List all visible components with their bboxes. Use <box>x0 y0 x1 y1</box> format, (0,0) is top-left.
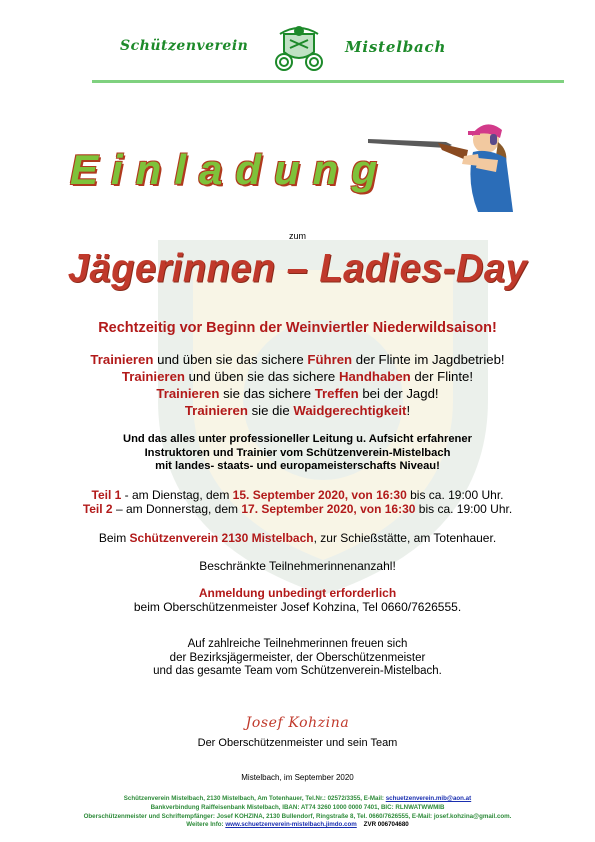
header-club-name-left: Schützenverein <box>120 38 249 54</box>
club-crest-icon <box>270 20 328 78</box>
training-highlight: Handhaben <box>338 369 411 384</box>
header-club-name-right: Mistelbach <box>345 38 447 56</box>
schedule-date: 17. September 2020, von 16:30 <box>241 501 416 516</box>
training-text: und üben sie das sichere <box>184 369 339 384</box>
professional-line: mit landes- staats- und europameisterschafts Niveau! <box>155 460 440 472</box>
footer <box>0 795 595 830</box>
schedule-text: - am Dienstag, dem <box>121 488 233 502</box>
location-line <box>0 531 595 545</box>
location-text: Beim <box>98 531 130 545</box>
schedule-part-2 <box>0 503 595 517</box>
location-name: Schützenverein 2130 Mistelbach <box>129 531 314 545</box>
closing-line: und das gesamte Team vom Schützenverein-Mistelbach. <box>153 665 442 677</box>
subtitle: Rechtzeitig vor Beginn der Weinviertler Niederwildsaison! <box>98 320 497 336</box>
footer-line-1 <box>0 795 595 804</box>
footer-line-4 <box>0 821 595 830</box>
training-text: der Flinte! <box>410 369 474 384</box>
training-highlight: Führen <box>307 352 353 367</box>
training-text: der Flinte im Jagdbetrieb! <box>352 352 505 367</box>
limited-notice: Beschränkte Teilnehmerinnenanzahl! <box>199 559 396 573</box>
training-keyword: Trainieren <box>121 369 185 384</box>
location-text: , zur Schießstätte, am Totenhauer. <box>313 531 497 545</box>
training-line <box>0 402 595 419</box>
footer-text: Weitere Info: <box>186 821 226 829</box>
invitation-title: Einladung <box>70 146 390 193</box>
professional-block <box>0 433 595 474</box>
shooter-illustration-icon <box>368 112 528 222</box>
schedule-part-1 <box>0 489 595 503</box>
training-keyword: Trainieren <box>184 403 248 418</box>
footer-email-link[interactable]: schuetzenverein.mib@aon.at <box>385 795 472 802</box>
training-text: ! <box>406 403 411 418</box>
schedule-date: 15. September 2020, von 16:30 <box>232 488 407 502</box>
training-text: und üben sie das sichere <box>153 352 308 367</box>
footer-website-link[interactable]: www.schuetzenverein-mistelbach.jimdo.com <box>225 821 357 829</box>
training-line <box>0 351 595 368</box>
registration-head: Anmeldung unbedingt erforderlich <box>198 586 397 600</box>
zum-label: zum <box>288 231 306 241</box>
professional-line: Instruktoren und Trainier vom Schützenverein-Mistelbach <box>144 446 451 459</box>
footer-line-3: Oberschützenmeister und Schriftempfänger: Josef KOHZINA, 2130 Bullendorf, Ringstraße 8, Tel. 0660/7626555, E-Mail: josef.kohzina@gmail.com. <box>83 812 512 820</box>
schedule-label: Teil 2 <box>82 501 113 516</box>
training-text: sie das sichere <box>219 386 315 401</box>
schedule-block <box>0 489 595 517</box>
training-highlight: Treffen <box>314 386 359 401</box>
footer-line-2: Bankverbindung Raiffeisenbank Mistelbach, IBAN: AT74 3260 1000 0000 7401, BIC: RLNWATWWMIB <box>150 803 445 811</box>
registration-block <box>0 586 595 614</box>
training-keyword: Trainieren <box>90 352 154 367</box>
signature-subtitle: Der Oberschützenmeister und sein Team <box>197 737 398 749</box>
schedule-label: Teil 1 <box>91 488 122 502</box>
footer-zvr: ZVR 006704680 <box>363 821 409 829</box>
training-text: bei der Jagd! <box>358 386 439 401</box>
schedule-text: bis ca. 19:00 Uhr. <box>415 501 513 516</box>
closing-block <box>0 638 595 679</box>
closing-line: der Bezirksjägermeister, der Oberschützenmeister <box>169 651 426 664</box>
training-text: sie die <box>247 403 294 418</box>
training-highlight: Waidgerechtigkeit <box>293 403 407 418</box>
training-line <box>0 385 595 402</box>
training-keyword: Trainieren <box>156 386 220 401</box>
signature: Josef Kohzina <box>245 715 350 731</box>
closing-line: Auf zahlreiche Teilnehmerinnen freuen sich <box>187 638 408 650</box>
footer-text: Schützenverein Mistelbach, 2130 Mistelbach, Am Totenhauer, Tel.Nr.: 02572/3355, E-Mail: <box>123 795 386 802</box>
training-line <box>0 368 595 385</box>
event-title: Jägerinnen – Ladies-Day <box>67 246 528 292</box>
registration-line: beim Oberschützenmeister Josef Kohzina, Tel 0660/7626555. <box>133 600 462 614</box>
schedule-text: – am Donnerstag, dem <box>112 501 242 516</box>
professional-line: Und das alles unter professioneller Leitung u. Aufsicht erfahrener <box>123 433 472 445</box>
header-divider <box>92 80 564 83</box>
schedule-text: bis ca. 19:00 Uhr. <box>406 488 504 502</box>
date-line: Mistelbach, im September 2020 <box>241 773 354 782</box>
